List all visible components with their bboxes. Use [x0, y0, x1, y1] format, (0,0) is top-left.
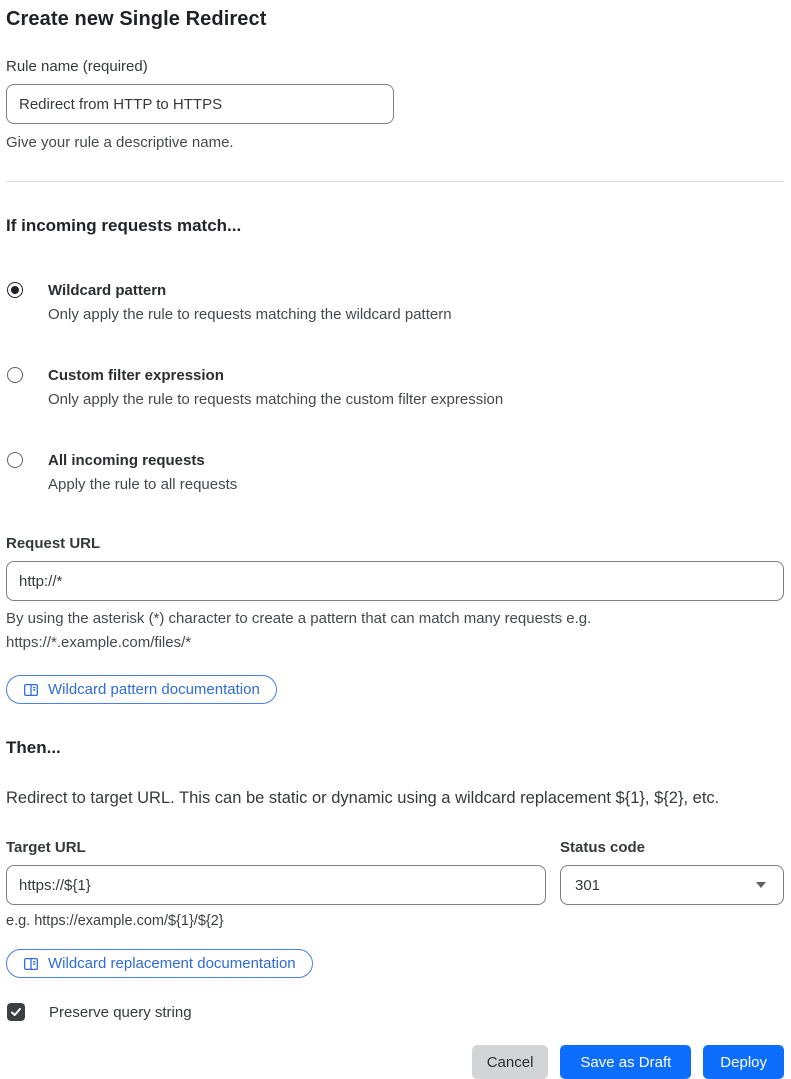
request-url-help-line2: https://*.example.com/files/*	[6, 634, 192, 651]
status-code-value: 301	[575, 876, 601, 894]
target-url-input[interactable]	[6, 865, 546, 905]
checkbox-checked-icon[interactable]	[7, 1003, 25, 1021]
book-icon	[23, 956, 39, 972]
target-url-label: Target URL	[6, 839, 86, 856]
cancel-button[interactable]: Cancel	[472, 1045, 549, 1079]
radio-label: Wildcard pattern	[48, 282, 167, 299]
book-icon	[23, 682, 39, 698]
request-url-input[interactable]	[6, 561, 784, 601]
save-as-draft-button[interactable]: Save as Draft	[560, 1045, 691, 1079]
match-section-heading: If incoming requests match...	[6, 216, 242, 235]
radio-description: Only apply the rule to requests matching the wildcard pattern	[48, 306, 452, 323]
target-url-help: e.g. https://example.com/${1}/${2}	[6, 913, 224, 929]
radio-button-icon[interactable]	[7, 452, 23, 468]
match-type-radio-group	[6, 280, 784, 497]
radio-description: Only apply the rule to requests matching the custom filter expression	[48, 391, 504, 408]
target-status-row	[6, 839, 784, 929]
deploy-button[interactable]: Deploy	[703, 1045, 784, 1079]
preserve-query-label: Preserve query string	[49, 1003, 192, 1021]
status-code-label: Status code	[560, 839, 646, 856]
request-url-label: Request URL	[6, 535, 101, 552]
page-title: Create new Single Redirect	[6, 8, 267, 30]
radio-button-icon[interactable]	[7, 367, 23, 383]
wildcard-pattern-docs-button[interactable]	[6, 675, 277, 704]
radio-label: All incoming requests	[48, 452, 205, 469]
request-url-help	[6, 607, 784, 655]
preserve-query-row[interactable]	[6, 1003, 784, 1021]
then-description: Redirect to target URL. This can be static or dynamic using a wildcard replacement ${1}, ${2}, etc.	[6, 789, 720, 807]
radio-wildcard-pattern[interactable]	[6, 280, 784, 327]
form-actions	[6, 1045, 784, 1079]
radio-custom-filter-expression[interactable]	[6, 365, 784, 412]
radio-description: Apply the rule to all requests	[48, 476, 238, 493]
section-divider	[6, 181, 784, 182]
radio-button-icon[interactable]	[7, 282, 23, 298]
radio-all-incoming-requests[interactable]	[6, 450, 784, 497]
wildcard-replacement-docs-button[interactable]	[6, 949, 313, 978]
doc-button-label: Wildcard pattern documentation	[48, 681, 260, 698]
status-code-select[interactable]	[560, 865, 784, 905]
rule-name-help: Give your rule a descriptive name.	[6, 134, 234, 151]
request-url-help-line1: By using the asterisk (*) character to create a pattern that can match many requests e.g.	[6, 610, 592, 627]
rule-name-label: Rule name (required)	[6, 58, 148, 75]
radio-label: Custom filter expression	[48, 367, 224, 384]
chevron-down-icon	[756, 882, 766, 888]
rule-name-input[interactable]	[6, 84, 394, 124]
doc-button-label: Wildcard replacement documentation	[48, 955, 296, 972]
then-section-heading: Then...	[6, 738, 61, 757]
